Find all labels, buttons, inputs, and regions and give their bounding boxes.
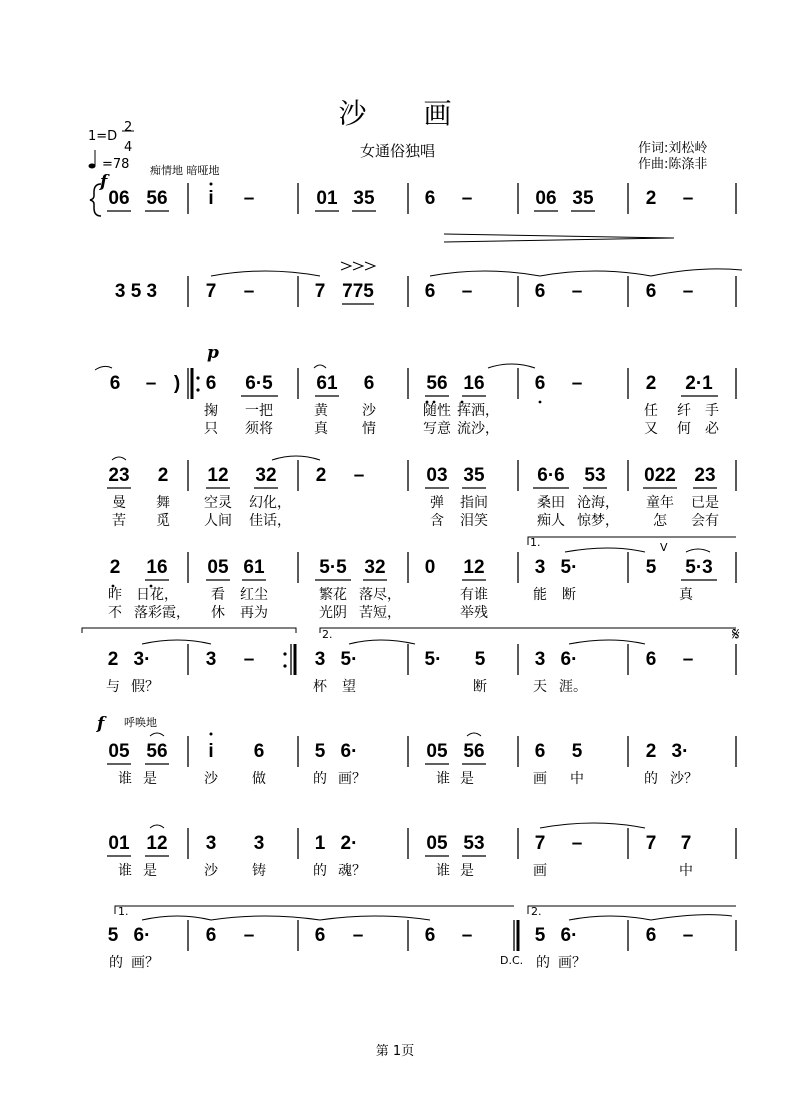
note: – [352, 925, 364, 946]
volta-label-first: 1. [530, 536, 541, 549]
barlines [188, 183, 736, 951]
lyric: 铸 [252, 863, 266, 879]
lyric: 真 [679, 587, 693, 603]
lyric: 断 [562, 587, 576, 603]
note: 6 [253, 741, 265, 762]
lyric: 休 [211, 605, 225, 621]
lyric: 画 [533, 771, 547, 787]
lyric: 涯。 [559, 679, 587, 695]
note: 61 [243, 557, 265, 578]
note: – [571, 373, 583, 394]
lyric: 写意 [423, 421, 451, 437]
note: 3· [671, 741, 689, 762]
note: 2 [645, 741, 657, 762]
note: 23 [108, 465, 130, 486]
lyric: 觅 [156, 513, 170, 529]
subtitle: 女通俗独唱 [360, 142, 436, 160]
lyric: 是 [143, 771, 157, 787]
note: – [243, 925, 255, 946]
lyric: 泪笑 [460, 513, 488, 529]
lyric: 画？ [338, 771, 366, 787]
lyric: 一把 [245, 403, 273, 419]
lyric: 沙 [204, 863, 218, 879]
note: – [571, 281, 583, 302]
lyric: 人间 [204, 513, 232, 529]
breath-mark: V [660, 541, 668, 554]
note: – [461, 188, 473, 209]
lyric: 手 [705, 403, 719, 419]
note: 3· [133, 649, 151, 670]
lyric: 挥洒， [457, 403, 499, 419]
note: 3 [314, 649, 326, 670]
opening-bracket [90, 184, 101, 216]
note: 5 [571, 741, 583, 762]
note: – [682, 925, 694, 946]
note: 5 [645, 557, 657, 578]
note: 2 [107, 649, 119, 670]
note: 12 [207, 465, 229, 486]
note: 6 [314, 925, 326, 946]
note: 1 [314, 833, 326, 854]
volta-label-second-coda: 2. [531, 905, 542, 918]
note: 06 [535, 188, 557, 209]
lyric: 怎 [653, 513, 667, 529]
note: 5 [534, 925, 546, 946]
lyric: 纤 [677, 403, 691, 419]
note: 775 [342, 281, 374, 302]
lyric: 望 [342, 679, 356, 695]
time-numerator: 2 [124, 120, 133, 135]
note: 03 [426, 465, 448, 486]
lyric: 谁 [436, 771, 450, 787]
note: – [571, 833, 583, 854]
lyric: 须将 [245, 421, 273, 437]
octave-dots [109, 183, 542, 736]
note: 6· [560, 649, 578, 670]
note: – [461, 281, 473, 302]
lyric: 弹 [430, 495, 444, 511]
lyric: 桑田 [537, 495, 565, 511]
note: – [145, 373, 157, 394]
lyric: 中 [679, 863, 693, 879]
note: 5 [474, 649, 486, 670]
note: 23 [694, 465, 716, 486]
lyric: 天 [533, 679, 547, 695]
note: – [461, 925, 473, 946]
beam-underlines [107, 211, 718, 856]
lyric: 做 [252, 771, 266, 787]
lyric: 幻化， [249, 495, 291, 511]
lyric: 昨 [108, 587, 122, 603]
lyric: 与 [106, 679, 120, 695]
note: 35 [572, 188, 594, 209]
note: 2 [315, 465, 327, 486]
lyric: 又 [644, 421, 658, 437]
lyric: 落彩霞， [134, 605, 190, 621]
note: – [682, 188, 694, 209]
lyric: 童年 [646, 495, 674, 511]
lyric: 断 [473, 679, 487, 695]
note: 6 [205, 925, 217, 946]
lyric: 红尘 [240, 587, 268, 603]
key-prefix: 1=D [88, 129, 118, 144]
note: 3 [534, 649, 546, 670]
note: 6 [645, 649, 657, 670]
note: 12 [463, 557, 485, 578]
note: 6·6 [537, 465, 565, 486]
note: 2 [645, 188, 657, 209]
tempo-note-icon [89, 150, 96, 169]
segno-icon: 𝄋 [732, 624, 740, 645]
note: 3 5 3 [114, 281, 158, 302]
note: 35 [353, 188, 375, 209]
note: 05 [426, 833, 448, 854]
note: 56 [146, 188, 168, 209]
lyric: 痴人 [537, 513, 565, 529]
lyric: 谁 [118, 863, 132, 879]
note: 5· [560, 557, 578, 578]
decrescendo-lines [444, 234, 674, 242]
lyric: 假？ [131, 679, 159, 695]
lyric: 沧海， [577, 495, 619, 511]
note: – [243, 649, 255, 670]
note: 7 [680, 833, 692, 854]
lyric: 随性 [423, 403, 451, 419]
note: 7 [205, 281, 217, 302]
note: 56 [463, 741, 485, 762]
note: 3 [205, 649, 217, 670]
note: – [682, 281, 694, 302]
note: – [243, 281, 255, 302]
note: 12 [146, 833, 168, 854]
note: 0 [424, 557, 436, 578]
lyric: 曼 [112, 495, 126, 511]
note: 32 [364, 557, 386, 578]
lyric: 流沙， [457, 421, 499, 437]
note: 7 [534, 833, 546, 854]
lyric: 佳话， [249, 513, 291, 529]
volta-brackets [82, 537, 736, 914]
page-number: 第 1页 [375, 1044, 415, 1059]
time-denominator: 4 [124, 140, 133, 155]
lyric: 何 [677, 421, 691, 437]
note: 5· [340, 649, 358, 670]
lyric: 指间 [460, 495, 488, 511]
lyric: 只 [204, 421, 218, 437]
note: 05 [207, 557, 229, 578]
note: 6· [340, 741, 358, 762]
lyric: 画？ [558, 955, 586, 971]
lyric: 能 [533, 587, 547, 603]
note: 56 [146, 741, 168, 762]
lyric: 掬 [204, 403, 218, 419]
lyric: 的 [536, 955, 550, 971]
note: 32 [255, 465, 277, 486]
note: ) [173, 373, 181, 394]
note: – [243, 188, 255, 209]
note: i [208, 188, 214, 209]
volta-label-second: 2. [322, 628, 333, 641]
note: 5 [107, 925, 119, 946]
ties-and-slurs [95, 269, 742, 920]
lyric: 画 [533, 863, 547, 879]
note: 2·1 [685, 373, 713, 394]
volta-label-first-coda: 1. [118, 905, 129, 918]
song-title: 沙 画 [338, 97, 476, 130]
note: 5·5 [319, 557, 347, 578]
note: 6 [363, 373, 375, 394]
dynamic-verse: p [207, 343, 219, 363]
composer-credit: 作曲:陈涤非 [638, 157, 708, 172]
lyric: 是 [143, 863, 157, 879]
note: 022 [644, 465, 676, 486]
note: 2 [157, 465, 169, 486]
lyric: 谁 [118, 771, 132, 787]
note: 56 [426, 373, 448, 394]
note: 05 [426, 741, 448, 762]
note: 16 [463, 373, 485, 394]
lyric: 已是 [691, 495, 719, 511]
note: 6 [205, 373, 217, 394]
expression-opening: 痴情地 暗哑地 [150, 164, 220, 177]
note: 5 [314, 741, 326, 762]
note: 53 [463, 833, 485, 854]
note: 6· [560, 925, 578, 946]
note: 6 [645, 281, 657, 302]
lyric: 的 [644, 771, 658, 787]
note: 6 [424, 925, 436, 946]
note: 3 [253, 833, 265, 854]
note: 6 [645, 925, 657, 946]
lyric: 是 [460, 771, 474, 787]
lyric: 是 [460, 863, 474, 879]
lyric: 必 [705, 421, 719, 437]
note: 05 [108, 741, 130, 762]
tempo-text: =78 [102, 157, 130, 172]
dynamic-opening: f [100, 172, 108, 192]
lyric: 苦短， [359, 605, 401, 621]
lyric: 看 [211, 587, 225, 603]
note: 6 [424, 281, 436, 302]
note: 53 [584, 465, 606, 486]
lyric: 再为 [240, 605, 268, 621]
lyric: 沙 [204, 771, 218, 787]
lyric: 杯 [313, 679, 327, 695]
note: 7 [645, 833, 657, 854]
repeat-dots [196, 376, 286, 667]
note: 6 [534, 281, 546, 302]
lyric: 的 [313, 771, 327, 787]
note: 5· [424, 649, 442, 670]
lyric: 不 [108, 605, 122, 621]
lyric: 沙 [362, 403, 376, 419]
lyric: 苦 [112, 513, 126, 529]
lyric: 的 [109, 955, 123, 971]
lyricist-credit: 作词:刘松岭 [638, 141, 708, 156]
lyric: 中 [570, 771, 584, 787]
lyric: 日花， [136, 587, 178, 603]
note: 3 [205, 833, 217, 854]
lyric: 谁 [436, 863, 450, 879]
lyric: 惊梦， [577, 513, 619, 529]
note: 3 [534, 557, 546, 578]
note: – [353, 465, 365, 486]
lyric: 魂？ [338, 863, 366, 879]
lyric: 繁花 [319, 587, 347, 603]
note: 35 [463, 465, 485, 486]
note: 6 [534, 741, 546, 762]
lyric: 画？ [131, 955, 159, 971]
note: 2 [109, 557, 121, 578]
note: 7 [314, 281, 326, 302]
dynamic-chorus: f [97, 714, 105, 734]
lyric: 空灵 [204, 495, 232, 511]
note: 2 [645, 373, 657, 394]
lyric: 的 [313, 863, 327, 879]
note: – [682, 649, 694, 670]
lyric: 举残 [460, 605, 488, 621]
lyric: 真 [314, 421, 328, 437]
note: 01 [316, 188, 338, 209]
note: 6 [534, 373, 546, 394]
dc-label: D.C. [500, 954, 524, 967]
note: 6· [133, 925, 151, 946]
lyric: 会有 [691, 513, 719, 529]
lyric: 黄 [314, 403, 328, 419]
lyric: 有谁 [460, 587, 488, 603]
note: 61 [316, 373, 338, 394]
note: 6 [109, 373, 121, 394]
note: 16 [146, 557, 168, 578]
lyric: 沙？ [670, 771, 698, 787]
accent-icon [341, 262, 375, 270]
note: 2· [340, 833, 358, 854]
note: 01 [108, 833, 130, 854]
note: 5·3 [685, 557, 713, 578]
note: 6 [424, 188, 436, 209]
lyric: 落尽， [359, 587, 401, 603]
lyric: 舞 [156, 495, 170, 511]
note: 06 [108, 188, 130, 209]
lyric: 情 [362, 421, 376, 437]
note: i [208, 741, 214, 762]
lyric: 含 [430, 513, 444, 529]
note: 6·5 [245, 373, 273, 394]
lyric: 任 [644, 403, 658, 419]
lyric: 光阴 [319, 605, 347, 621]
expression-chorus: 呼唤地 [124, 716, 157, 729]
